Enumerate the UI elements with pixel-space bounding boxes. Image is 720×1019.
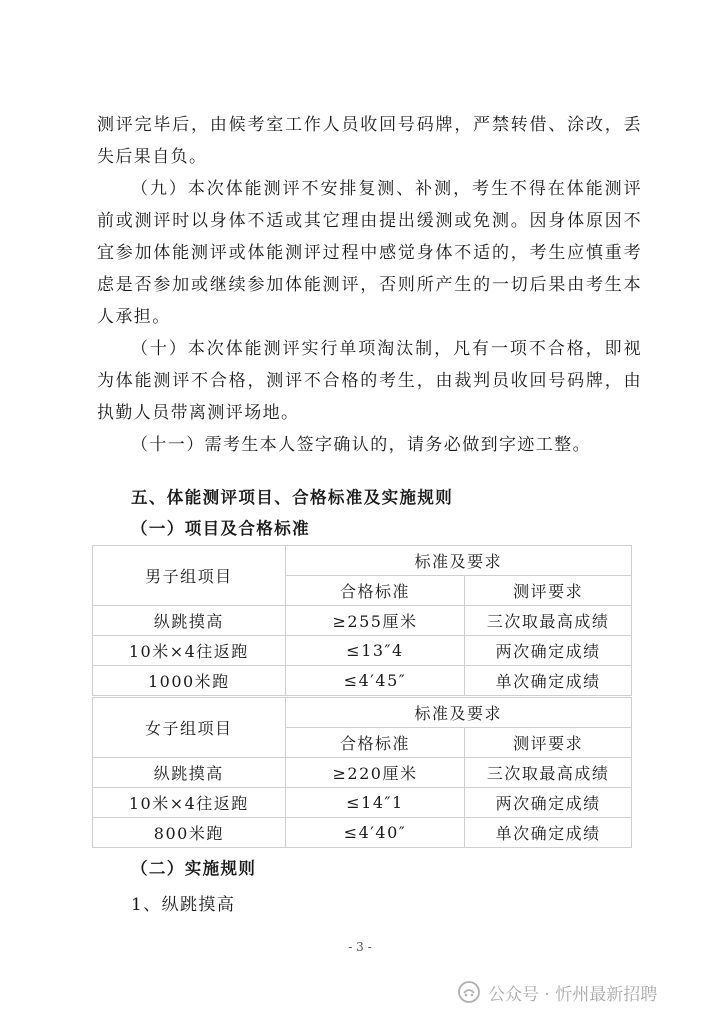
table-row: 1000米跑 ≤4′45″ 单次确定成绩 [93, 666, 632, 696]
wechat-official-account-icon [458, 981, 480, 1003]
subheading-implementation-rules: （二）实施规则 [131, 859, 257, 878]
male-col-requirement: 测评要求 [465, 576, 632, 606]
table-row: 10米×4往返跑 ≤13″4 两次确定成绩 [93, 636, 632, 666]
section-heading-5: 五、体能测评项目、合格标准及实施规则 [131, 488, 454, 507]
table-row: 纵跳摸高 ≥255厘米 三次取最高成绩 [93, 606, 632, 636]
table-row: 10米×4往返跑 ≤14″1 两次确定成绩 [93, 788, 632, 818]
male-group-header: 男子组项目 [93, 546, 286, 606]
table-row: 纵跳摸高 ≥220厘米 三次取最高成绩 [93, 758, 632, 788]
watermark-text: 公众号 · 忻州最新招聘 [488, 984, 658, 1005]
female-col-standard: 合格标准 [285, 728, 465, 758]
table-row: 800米跑 ≤4′40″ 单次确定成绩 [93, 818, 632, 848]
paragraph-10: （十）本次体能测评实行单项淘汰制，凡有一项不合格，即视为体能测评不合格，测评不合格的考生，由裁判员收回号码牌，由执勤人员带离测评场地。 [97, 339, 642, 423]
subheading-items-standards: （一）项目及合格标准 [131, 519, 310, 538]
female-standards-header: 标准及要求 [285, 698, 631, 728]
rule-item-1: 1、纵跳摸高 [131, 895, 236, 915]
male-col-standard: 合格标准 [285, 576, 465, 606]
male-standards-header: 标准及要求 [285, 546, 631, 576]
paragraph-11: （十一）需考生本人签字确认的，请务必做到字迹工整。 [131, 435, 591, 455]
female-group-header: 女子组项目 [93, 698, 286, 758]
female-col-requirement: 测评要求 [465, 728, 632, 758]
paragraph-9: （九）本次体能测评不安排复测、补测，考生不得在体能测评前或测评时以身体不适或其它理由提出缓测或免测。因身体原因不宜参加体能测评或体能测评过程中感觉身体不适的，考生应慎重考虑是否参加或继续参加体能测评，否则所产生的一切后果由考生本人承担。 [97, 179, 642, 327]
male-standards-table [92, 545, 632, 696]
female-standards-table [92, 697, 632, 848]
page-number: - 3 - [348, 940, 372, 954]
watermark [458, 981, 657, 1003]
paragraph-8-continued: 测评完毕后，由候考室工作人员收回号码牌，严禁转借、涂改，丢失后果自负。 [97, 115, 642, 167]
